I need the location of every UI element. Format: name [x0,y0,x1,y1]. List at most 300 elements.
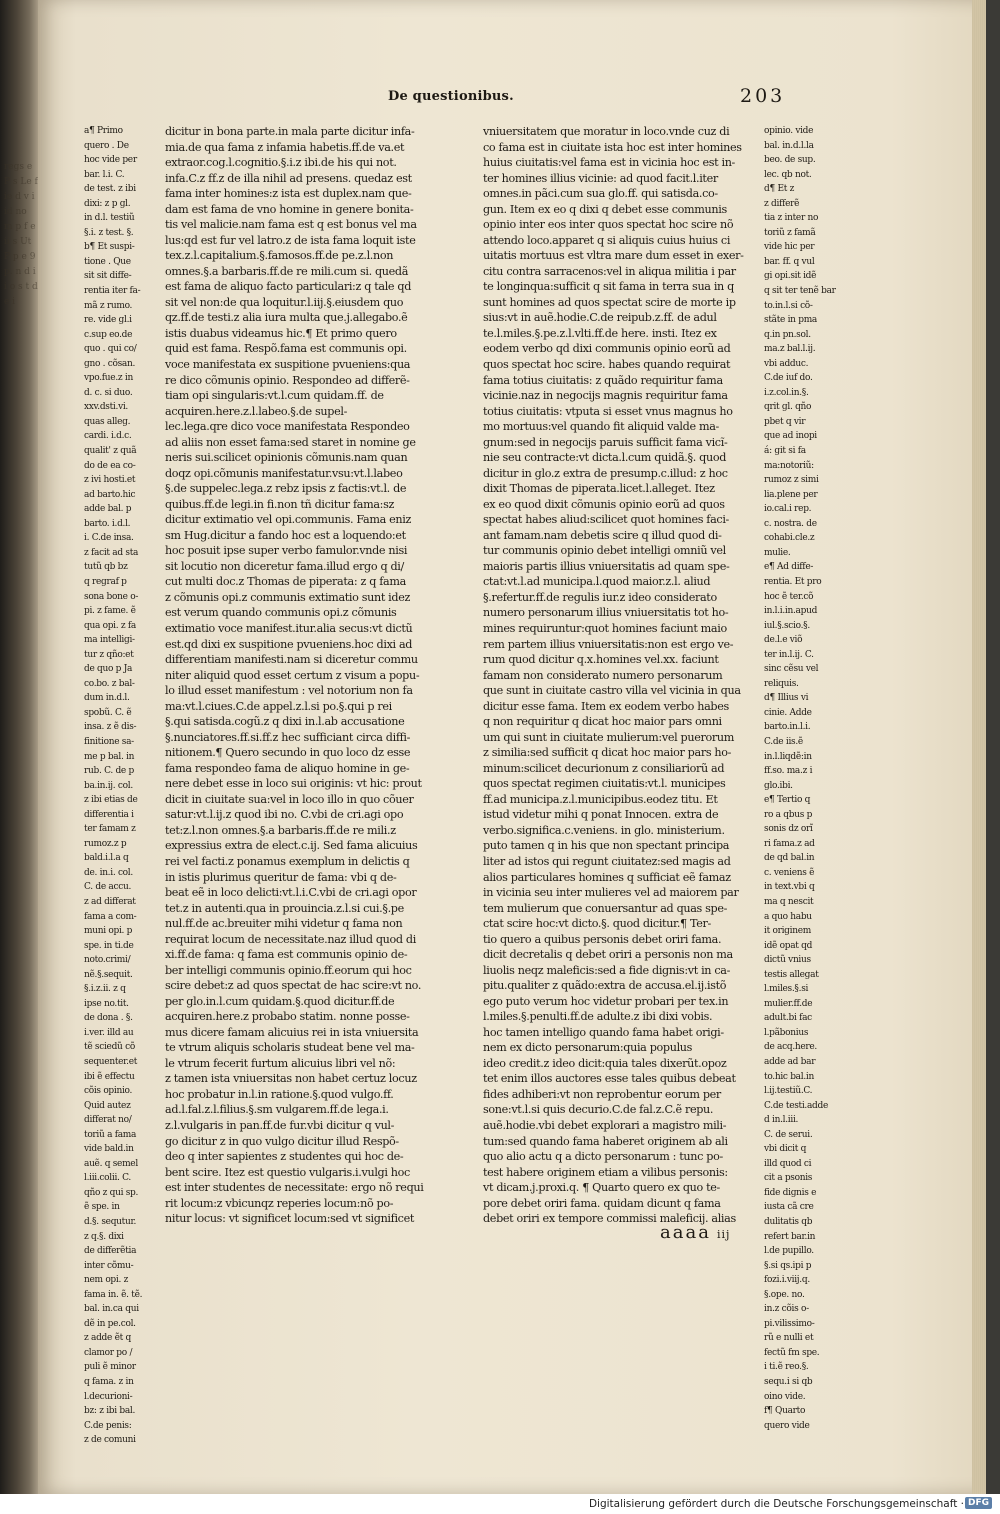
text-line: tio quero a quibus personis debet oriri fama. [483,932,722,946]
text-line: sonis dz orĩ [764,824,813,835]
text-line: xxv.dsti.vi. [84,402,128,413]
text-line: iul.§.scio.§. [764,620,810,631]
text-line: mo mortuus:vel quando fit aliquid valde ma- [483,420,719,434]
text-line: in.l.i.in.apud [764,606,818,617]
text-line: opinio. vide [764,126,814,136]
text-line: tutũ qb bz [84,562,128,573]
text-line: b¶ Et suspi- [84,242,135,253]
text-line: q sit ter tenẽ bar [764,286,836,297]
text-line: fozi.i.viij.q. [764,1275,810,1286]
text-line: ex eo quod dixit cõmunis opinio eorũ ad quos [483,497,725,511]
text-line: fides adhiberi:vt non reprobentur eorum per [483,1087,721,1101]
text-line: reliquis. [764,678,799,689]
text-line: §.nunciatores.ff.si.ff.z hec sufficiant circa diffi- [165,730,411,744]
text-line: ro a qbus p [764,809,813,820]
text-line: z q.§. dixi [84,1231,124,1242]
text-line: omnes.§.a barbaris.ff.de re mili.cum si. quedã [165,264,409,278]
left-gloss-column [84,124,146,1446]
text-line: gun. Item ex eo q dixi q debet esse communis [483,202,727,216]
text-line: ego puto verum hoc videtur probari per tex.in [483,994,729,1008]
text-line: que ad inopi [764,431,817,442]
text-line: tex.z.l.capitalium.§.famosos.ff.de pe.z.l.non [165,249,394,263]
text-line: tem mulierum que conuersantur ad quas spe- [483,901,728,915]
text-line: i ti.ẽ reo.§. [764,1362,809,1373]
text-line: co fama est in ciuitate ista hoc est inter homines [483,140,742,154]
text-line: beat eẽ in loco delicti:vt.l.i.C.vbi de cri.agi opor [165,886,417,900]
text-line: muni opi. p [84,926,133,937]
text-line: C.de penis: [84,1420,132,1431]
text-line: rentia. Et pro [764,576,822,587]
text-line: sequ.i si qb [764,1377,813,1388]
text-line: expressius extra de elect.c.ij. Sed fama alicuius [165,839,418,853]
text-line: c. veniens ẽ [764,867,815,878]
running-title: De questionibus. [388,89,514,104]
text-line: adde ad bar [764,1057,816,1067]
text-line: z differẽ [764,198,800,209]
text-line: C. de accu. [84,882,132,893]
text-line: vbi adduc. [764,358,809,369]
text-line: refert bar.in [764,1231,816,1242]
text-line: est inter studentes de necessitate: ergo nõ requi [165,1181,424,1195]
text-line: quero . De [84,140,129,151]
text-line: dicit decretalis q debet oriri a personis non ma [483,948,733,962]
text-line: z ivi hosti.et [84,475,136,486]
text-line: nem ex dicto personarum:quia populus [483,1041,693,1055]
text-line: mã z rumo. [84,300,133,311]
text-line: cohabi.cle.z [764,533,815,544]
text-line: gi opi.sit idẽ [764,271,817,282]
text-line: spobũ. C. ẽ [84,707,132,718]
text-line: pitu.qualiter z quãdo:extra de accusa.el.ij.istõ [483,979,727,993]
text-line: e¶ Tertio q [764,795,811,806]
text-line: mulie. [764,547,791,558]
text-line: dẽ in pe.col. [84,1318,136,1329]
text-line: sit sit diffe- [84,271,132,282]
text-line: ctat:vt.l.ad municipa.l.quod maior.z.l. aliud [483,575,711,589]
text-line: tione . Que [84,256,131,267]
text-line: beo. de sup. [764,155,816,166]
text-line: mulier.ff.de [764,998,813,1009]
text-line: test habere originem etiam a vilibus personis: [483,1165,728,1179]
text-line: illd quod ci [764,1158,812,1169]
text-line: io.cal.i rep. [764,504,812,515]
text-line: spe. in ti.de [84,940,134,951]
text-line: nitur locus: vt significet locum:sed vt significet [165,1212,415,1226]
text-line: que sunt in ciuitate castro villa vel vicinia in qua [483,684,741,698]
text-line: z cõmunis opi.z communis extimatio sunt idez [165,590,411,604]
text-line: dam est fama de vno homine in genere bonita- [165,202,414,216]
text-line: barto. i.d.l. [84,518,131,529]
text-line: d in.l.iii. [764,1115,799,1126]
text-line: est.qd dixi ex suspitione pvueniens.hoc dixi ad [165,637,413,651]
text-line: de qd bal.in [764,853,815,864]
text-line: lec. qb not. [764,169,812,180]
text-line: dum in.d.l. [84,693,130,704]
text-line: idẽ opat qd [764,940,813,951]
text-line: famam non considerato numero personarum [483,668,723,682]
text-line: rem partem illius vniuersitatis:non est ergo ve- [483,637,734,651]
text-line: in vicinia seu inter mulieres vel ad maiorem par [483,886,739,900]
text-line: de test. z ibi [84,184,136,195]
text-line: bent scire. Itez est questio vulgaris.i.vulgi hoc [165,1165,410,1179]
text-line: a quo habu [764,911,812,922]
text-line: iusta cã cre [764,1202,814,1213]
text-line: §.refertur.ff.de regulis iur.z ideo considerato [483,590,717,604]
text-line: de. in.i. col. [84,867,133,878]
text-line: tet enim illos auctores esse tales quibus debeat [483,1072,736,1086]
text-line: pi. z fame. ẽ [84,606,136,617]
text-line: requirat locum de necessitate.naz illud quod di [165,932,416,946]
text-line: nul.ff.de ac.breuiter mihi videtur q fama non [165,917,403,931]
text-line: §.si qs.ipi p [764,1260,812,1271]
text-line: cõis opinio. [84,1086,133,1097]
text-line: liter ad istos qui regunt ciuitatez:sed magis ad [483,854,731,868]
text-line: huius ciuitatis:vel fama est in vicinia hoc est in- [483,156,735,170]
text-line: §.ope. no. [764,1289,805,1300]
text-line: dicitur in glo.z extra de presump.c.illud: z hoc [483,466,728,480]
text-line: l.de pupillo. [764,1246,814,1257]
text-line: satur:vt.l.ij.z quod ibi no. C.vbi de cri.agi opo [165,808,404,822]
text-line: hoc ẽ ter.cõ [764,591,814,602]
text-line: auẽ. q semel [84,1158,138,1169]
text-line: vpo.fue.z in [84,373,133,384]
main-text-column-1 [165,124,437,1239]
text-line: minum:scilicet decurionum z consiliariorũ ad [483,761,725,775]
text-line: insa. z ẽ dis- [84,722,137,733]
text-line: gnum:sed in negocijs paruis sufficit fama vicĩ- [483,435,728,449]
text-line: hoc posuit ipse super verbo famulor.vnde nisi [165,544,408,558]
text-line: mines requiruntur:quot homines faciunt maio [483,622,727,635]
text-line: adde bal. p [84,504,132,515]
text-line: cardi. i.d.c. [84,431,132,442]
text-line: in istis plurimus queritur de fama: vbi q de- [165,870,397,884]
text-line: vt dicam.j.proxi.q. ¶ Quarto quero ex quo te- [483,1181,720,1195]
text-line: rub. C. de p [84,766,134,777]
previous-page-edge [0,0,42,1494]
text-line: á: git si fa [764,446,806,457]
text-line: l.decurioni- [84,1391,133,1402]
text-line: rumoz.z p [84,838,127,849]
text-line: dicitur extimatio vel opi.communis. Fama eniz [165,513,412,527]
text-line: fama totius ciuitatis: z quãdo requiritur fama [483,373,723,387]
text-line: alios particulares homines q sufficiat eẽ famaz [483,870,731,884]
text-line: hoc probatur in.l.in ratione.§.quod vulgo.ff. [165,1087,394,1101]
text-line: extimatio voce manifest.itur.alia secus:vt dictũ [165,622,413,635]
footer-bar [0,1494,1000,1514]
text-line: dicitur in bona parte.in mala parte dicitur infa- [165,125,415,138]
text-line: tur communis opinio debet intelligi omniũ vel [483,544,726,558]
text-line: noto.crimi/ [84,955,131,966]
text-line: me p bal. in [84,751,135,762]
text-line: bar. ff. q vul [764,256,815,267]
text-line: in.l.liqdẽ:in [764,751,812,762]
text-line: sinc cẽsu vel [764,664,819,675]
text-line: z similia:sed sufficit q dicat hoc maior pars ho- [483,746,732,760]
text-line: ff.ad municipa.z.l.municipibus.eodez titu. Et [483,792,718,806]
text-line: i.z.col.in.§. [764,387,809,398]
text-line: rum quod dicitur q.x.homines vel.xx. faciunt [483,653,719,667]
text-line: pbet q vir [764,416,806,427]
text-line: infa.C.z ff.z de illa nihil ad presens. quedaz est [165,171,412,185]
text-line: co.bo. z bal- [84,678,135,689]
text-line: tet.z in autenti.qua in prouincia.z.l.si cui.§.pe [165,901,404,915]
text-line: uitatis mortuus est vltra mare dum esset in exer- [483,249,744,263]
text-line: neris sui.scilicet opinionis cõmunis.nam quan [165,451,408,465]
signature-mark [660,1222,730,1243]
text-line: a¶ Primo [84,126,123,136]
text-line: z ad differat [84,896,136,907]
text-line: §.i. z test. §. [84,227,134,238]
text-line: to.hic bal.in [764,1071,814,1082]
text-line: te.l.miles.§.pe.z.l.vlti.ff.de here. insti. Itez ex [483,326,717,340]
text-line: sius:vt in auẽ.hodie.C.de reipub.z.ff. de adul [483,311,717,325]
text-line: differentiam manifesti.nam si diceretur commu [165,653,418,667]
signature-number: iij [716,1228,731,1241]
text-line: opinio inter eos inter quos spectat hoc scire nõ [483,218,734,232]
text-line: ff.so. ma.z i [764,766,813,777]
text-line: qz.ff.de testi.z alia iura multa que.j.allegabo.ẽ [165,311,408,325]
text-line: tia z inter no [764,213,819,224]
text-line: C.de testi.adde [764,1100,829,1111]
text-line: acquiren.here.z probabo statim. nonne posse- [165,1010,410,1024]
text-line: l.ij.testiũ.C. [764,1086,813,1097]
text-line: dixit Thomas de piperata.licet.l.alleget. Itez [483,482,715,496]
text-line: to.in.l.si cõ- [764,300,813,311]
text-line: debet oriri ex tempore commissi maleficij. alias [483,1212,736,1226]
text-line: ipse no.tit. [84,998,129,1009]
text-line: qño z qui sp. [84,1187,139,1198]
text-line: de acq.here. [764,1042,817,1053]
text-line: de quo p Ja [84,664,133,675]
text-line: bal. in.d.l.la [764,140,814,151]
text-line: §.i.z.ii. z q [84,984,126,995]
text-line: ma.z bal.l.ij. [764,344,816,355]
text-line: q.in pn.sol. [764,329,811,340]
text-line: dicitur esse fama. Item ex eodem verbo habes [483,699,729,713]
text-line: ma intelligi- [84,635,135,646]
text-line: it originem [764,926,811,937]
dfg-logo: DFG [965,1497,992,1509]
text-line: lia.plene per [764,489,818,500]
text-line: lus:qd est fur vel latro.z de ista fama loquit iste [165,233,416,247]
text-line: fide dignis e [764,1187,817,1198]
text-line: finitione sa- [84,736,134,747]
text-line: tet:z.l.non omnes.§.a barbaris.ff.de re mili.z [165,823,396,837]
text-line: fama inter homines:z ista est duplex.nam que- [165,187,412,201]
text-line: quos spectat regimen ciuitatis:vt.l. municipes [483,777,726,791]
text-line: bal. in.ca qui [84,1304,139,1315]
text-line: de differẽtia [84,1246,137,1257]
text-line: §.qui satisda.cogũ.z q dixi in.l.ab accusatione [165,715,405,729]
text-line: rumoz z simi [764,475,819,486]
text-line: sit locutio non diceretur fama.illud ergo q di/ [165,559,404,573]
text-line: omnes.in pãci.cum sua glo.ff. qui satisda.co- [483,187,718,201]
signature-letters: aaaa [660,1222,711,1243]
text-line: dicit in ciuitate sua:vel in loco illo in quo cõuer [165,792,414,806]
text-line: l.miles.§.penulti.ff.de adulte.z ibi dixi vobis. [483,1010,713,1024]
text-line: nere debet esse in loco sui originis: vt hic: prout [165,777,422,791]
text-line: ma:notoriũ: [764,460,814,471]
text-line: lec.lega.qre dico voce manifestata Respondeo [165,420,410,434]
text-line: tum:sed quando fama haberet originem ab ali [483,1134,728,1148]
text-line: vicinie.naz in negocijs magnis requiritur fama [483,389,728,403]
text-line: tẽ sciedũ cõ [84,1042,135,1053]
text-line: ter famam z [84,824,136,835]
text-line: qua opi. z fa [84,620,136,631]
text-line: i.ver. illd au [84,1027,134,1038]
text-line: quo alio actu q a dicto personarum : tunc po- [483,1150,723,1164]
text-line: §.de suppelec.lega.z rebz ipsis z factis:vt.l. de [165,482,407,496]
text-line: lo illud esset manifestum : vel notorium non fa [165,684,413,698]
text-line: Quid autez [84,1100,131,1111]
text-line: toriũ z famã [764,227,816,238]
text-line: puto tamen q in his que non spectant principa [483,839,730,853]
text-line: ideo credit.z ideo dicit:quia tales dixerũt.opoz [483,1056,727,1070]
text-line: q fama. z in [84,1377,134,1388]
text-line: d¶ Illius vi [764,693,809,704]
text-line: niter aliquid quod esset certum z visum a popu- [165,668,420,682]
text-line: gno . cõsan. [84,358,136,369]
text-line: le vtrum fecerit furtum alicuius libri vel nõ: [165,1056,396,1070]
text-line: in.z cõis o- [764,1304,809,1315]
text-line: ibi ẽ effectu [84,1071,135,1082]
text-line: ber intelligi communis opinio.ff.eorum qui hoc [165,963,412,977]
text-line: re. vide gl.i [84,315,132,326]
text-line: quibus.ff.de legi.in fi.non tñ dicitur fama:sz [165,497,395,511]
text-line: rei vel facti.z ponamus exemplum in delictis q [165,854,410,868]
text-line: nem opi. z [84,1275,129,1286]
text-line: inter cõmu- [84,1260,134,1271]
text-line: quas alleg. [84,416,131,427]
text-line: l.iii.colii. C. [84,1173,131,1184]
text-line: ant famam.nam debetis scire q illud quod di- [483,528,722,542]
text-line: f¶ Quarto [764,1406,806,1417]
text-line: qualit' z quã [84,446,137,457]
text-line: clamor po / [84,1347,133,1358]
text-line: mia.de qua fama z infamia habetis.ff.de va.et [165,140,405,154]
text-line: dictũ vnius [764,955,811,966]
text-line: vide hic per [764,242,815,253]
text-line: c.sup eo.de [84,329,133,340]
text-line: ctat scire hoc:vt dicto.§. quod dicitur.¶ Ter- [483,917,711,931]
text-line: eodem verbo qd dixi communis opinio eorũ ad [483,342,731,356]
text-line: bar. l.i. C. [84,169,125,180]
text-line: differentia i [84,809,134,820]
text-line: rit locum:z vbicunqz reperies locum:nõ po- [165,1196,394,1210]
text-line: ẽ spe. in [84,1202,120,1213]
text-line: q non requiritur q dicat hoc maior pars omni [483,715,722,729]
text-line: verbo.significa.c.veniens. in glo. ministerium. [483,823,725,837]
text-line: z adde ẽt q [84,1333,131,1344]
text-line: per glo.in.l.cum quidam.§.quod dicitur.ff.de [165,994,395,1008]
page-edge [972,0,986,1494]
text-line: quos spectat hoc scire. habes quando requirat [483,357,731,371]
text-line: go dicitur z in quo vulgo dicitur illud Respõ- [165,1134,399,1148]
text-line: pi.vilissimo- [764,1318,815,1329]
text-line: fama a com- [84,911,137,922]
main-text-column-2 [483,124,745,1224]
text-line: rũ e nulli et [764,1333,814,1344]
text-line: quid est fama. Respõ.fama est communis opi. [165,342,407,356]
text-line: sit vel non:de qua loquitur.l.iij.§.eiusdem quo [165,295,404,309]
text-line: ma q nescit [764,896,814,907]
text-line: puli ẽ minor [84,1362,136,1373]
text-line: fectũ fm spe. [764,1347,820,1358]
text-line: differat no/ [84,1115,132,1126]
text-line: cinie. Adde [764,707,812,718]
text-line: extraor.cog.l.cognitio.§.i.z ibi.de his qui not. [165,156,397,170]
text-line: mus dicere famam alicuius rei in ista vniuersita [165,1025,419,1039]
text-line: liuolis neqz maleficis:sed a fide dignis:vt in ca- [483,963,731,977]
text-line: est verum quando communis opi.z cõmunis [165,606,397,620]
text-line: glo.ibi. [764,780,793,791]
text-line: dixi: z p gl. [84,198,131,209]
text-line: z de comuni [84,1435,136,1446]
text-line: q regraf p [84,576,127,587]
text-line: est fama de aliquo facto particulari:z q tale qd [165,280,412,294]
text-line: istud videtur mihi q ponat Innocen. extra de [483,808,719,822]
text-line: sm Hug.dicitur a fando hoc est a loquendo:et [165,528,406,542]
text-line: vide bald.in [84,1144,134,1155]
text-line: auẽ.hodie.vbi debet explorari a magistro mili- [483,1119,727,1132]
text-line: testis allegat [764,969,819,980]
folio-number: 203 [740,85,786,107]
text-line: nie seu contracte:vt dicta.l.cum quidã.§. quod [483,451,727,465]
text-line: i. C.de insa. [84,533,134,544]
text-line: totius ciuitatis: vtputa si esset vnus magnus ho [483,404,733,418]
text-line: e¶ Ad diffe- [764,562,814,573]
text-line: cit a psonis [764,1173,813,1184]
text-line: dulitatis qb [764,1217,813,1228]
text-line: ba.in.ij. col. [84,780,133,791]
text-line: de.l.e viõ [764,635,803,646]
text-line: C.de iis.ẽ [764,736,803,747]
text-line: tiam opi singularis:vt.l.cum quidam.ff. de [165,389,384,403]
text-line: tis vel malicie.nam fama est q est bonus vel ma [165,218,417,232]
previous-page-text: regs e P s Le fie d v i id no m p f e ii s Ut P p e 9 p. n d ii o s t d e i [4,162,38,307]
text-line: citu contra sarracenos:vel in aliqua militia i par [483,264,736,278]
text-line: c. nostra. de [764,518,817,529]
text-line: sunt homines ad quos spectat scire de morte ip [483,295,736,309]
text-line: l.miles.§.si [764,984,809,995]
text-line: bald.i.l.a q [84,853,129,864]
text-line: scire debet:z ad quos spectat de hac scire:vt no. [165,979,422,993]
text-line: ter in.l.ij. C. [764,649,814,660]
text-line: vbi dicit q [764,1144,807,1155]
text-line: oino vide. [764,1391,806,1402]
text-line: te longinqua:sufficit q sit fama in terra sua in q [483,280,734,294]
text-line: adult.bi fac [764,1013,812,1024]
text-line: ma:vt.l.ciues.C.de appel.z.l.si po.§.qui p rei [165,699,392,713]
text-line: qrit gl. qño [764,402,812,413]
right-gloss-column [764,124,836,1431]
text-line: pore debet oriri fama. quidam dicunt q fama [483,1196,721,1210]
text-line: C.de iuf do. [764,373,813,384]
text-line: barto.in.l.i. [764,722,811,733]
text-line: attendo loco.apparet q si aliquis cuius huius ci [483,233,731,247]
text-line: doqz opi.cõmunis manifestatur.vsu:vt.l.labeo [165,466,403,480]
text-line: deo q inter sapientes z studentes qui hoc de- [165,1150,404,1164]
text-line: in text.vbi q [764,882,815,893]
text-line: numero personarum illius vniuersitatis tot ho- [483,606,729,620]
text-line: ter homines illius vicinie: ad quod facit.l.iter [483,171,718,185]
text-line: z facit ad sta [84,547,139,558]
text-line: d¶ Et z [764,184,795,195]
text-line: quero vide [764,1420,810,1431]
text-line: te vtrum aliquis scholaris studeat bene vel ma- [165,1041,415,1055]
text-line: ad.l.fal.z.l.filius.§.sm vulgarem.ff.de lega.i. [165,1103,389,1117]
text-line: sequenter.et [84,1057,138,1067]
